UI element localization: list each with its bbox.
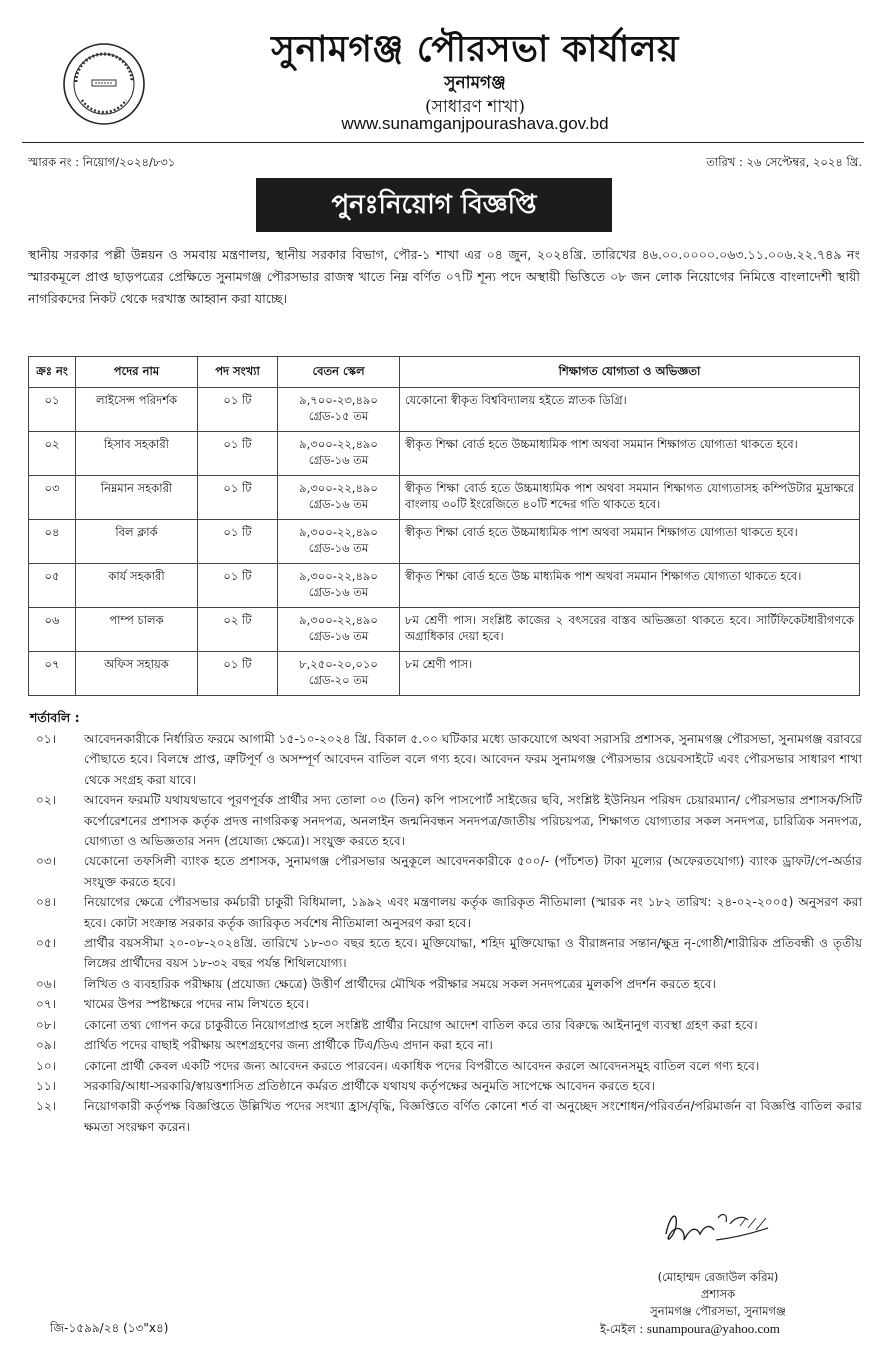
- cell-qualification: স্বীকৃত শিক্ষা বোর্ড হতে উচ্চমাধ্যমিক পাশ অথবা সমমান শিক্ষাগত যোগ্যতা থাকতে হবে।: [400, 520, 860, 564]
- cell-post-name: পাম্প চালক: [76, 608, 198, 652]
- condition-text: সরকারি/আধা-সরকারি/স্বায়ত্তশাসিত প্রতিষ্ঠানে কর্মরত প্রার্থীকে যথাযথ কর্তৃপক্ষের অনুমতি সাপেক্ষে আবেদন করতে হবে।: [84, 1078, 655, 1093]
- pay-grade: গ্রেড-১৬ তম: [308, 453, 369, 467]
- cell-qualification: ৮ম শ্রেণী পাস। সংশ্লিষ্ট কাজের ২ বৎসরের বাস্তব অভিজ্ঞতা থাকতে হবে। সার্টিফিকেটধারীগণকে অগ্রাধিকার দেয়া হবে।: [400, 608, 860, 652]
- cell-pay-scale: [278, 608, 400, 652]
- pay-scale-range: ৯,৩০০-২২,৪৯০: [299, 437, 378, 451]
- cell-serial: ০১: [29, 388, 76, 432]
- condition-item: [28, 1076, 862, 1096]
- cell-post-count: ০১ টি: [198, 388, 278, 432]
- table-row: [29, 520, 860, 564]
- cell-post-count: ০১ টি: [198, 432, 278, 476]
- cell-post-count: ০১ টি: [198, 652, 278, 696]
- cell-post-name: হিসাব সহকারী: [76, 432, 198, 476]
- cell-serial: ০৬: [29, 608, 76, 652]
- condition-number: ০৭।: [36, 997, 57, 1012]
- pay-scale-range: ৯,৩০০-২২,৪৯০: [299, 525, 378, 539]
- cell-pay-scale: [278, 520, 400, 564]
- email-address[interactable]: sunampoura@yahoo.com: [646, 1321, 780, 1336]
- cell-post-name: অফিস সহায়ক: [76, 652, 198, 696]
- cell-serial: ০৫: [29, 564, 76, 608]
- pay-scale-range: ৯,৩০০-২২,৪৯০: [299, 481, 378, 495]
- condition-item: [28, 1096, 862, 1137]
- condition-number: ০৩।: [36, 854, 57, 869]
- cell-qualification: স্বীকৃত শিক্ষা বোর্ড হতে উচ্চমাধ্যমিক পাশ অথবা সমমান শিক্ষাগত যোগ্যতাসহ কম্পিউটার মুদ্রাক্ষরে বাংলায় ৩০টি ইংরেজিতে ৪০টি শব্দের গতি থাকতে হবে।: [400, 476, 860, 520]
- table-row: [29, 608, 860, 652]
- condition-number: ০৮।: [36, 1017, 57, 1032]
- condition-item: [28, 851, 862, 892]
- memo-number: স্মারক নং : নিয়োগ/২০২৪/৮৩১: [28, 155, 176, 169]
- table-row: [29, 652, 860, 696]
- col-post-count: পদ সংখ্যা: [198, 357, 278, 388]
- cell-post-name: নিম্নমান সহকারী: [76, 476, 198, 520]
- condition-item: [28, 892, 862, 933]
- condition-text: লিখিত ও ব্যবহারিক পরীক্ষায় (প্রযোজ্য ক্ষেত্রে) উত্তীর্ণ প্রার্থীদের মৌখিক পরীক্ষার সময়ে সকল সনদপত্রের মুলকপি প্রদর্শন করতে হবে।: [84, 976, 716, 991]
- table-header-row: [29, 357, 860, 388]
- pay-scale-range: ৮,২৫০-২০,০১০: [299, 657, 378, 671]
- condition-text: যেকোনো তফসিলী ব্যাংক হতে প্রশাসক, সুনামগঞ্জ পৌরসভার অনুকূলে আবেদনকারীকে ৫০০/- (পাঁচশত) টাকা মূল্যের (অফেরতযোগ্য) ব্যাংক ড্রাফট/পে-অর্ডার সংযুক্ত করতে হবে।: [84, 854, 862, 889]
- cell-qualification: স্বীকৃত শিক্ষা বোর্ড হতে উচ্চমাধ্যমিক পাশ অথবা সমমান শিক্ষাগত যোগ্যতা থাকতে হবে।: [400, 432, 860, 476]
- col-pay-scale: বেতন স্কেল: [278, 357, 400, 388]
- condition-text: প্রার্থীর বয়সসীমা ২০-০৮-২০২৪খ্রি. তারিখে ১৮-৩০ বছর হতে হবে। মুক্তিযোদ্ধা, শহিদ মুক্তিযোদ্ধা ও বীরাঙ্গনার সন্তান/ক্ষুদ্র নৃ-গোষ্ঠী/শারীরিক প্রতিবন্ধী ও তৃতীয় লিঙ্গের প্রার্থীদের বয়স ১৮-৩২ বছর পর্যন্ত শিথিলযোগ্য।: [84, 936, 862, 971]
- signatory-email-line: [600, 1321, 780, 1340]
- pay-grade: গ্রেড-১৬ তম: [308, 497, 369, 511]
- pay-scale-range: ৯,৩০০-২২,৪৯০: [299, 569, 378, 583]
- condition-number: ০২।: [36, 793, 57, 808]
- condition-text: নিয়োগকারী কর্তৃপক্ষ বিজ্ঞপ্তিতে উল্লিখিত পদের সংখ্যা হ্রাস/বৃদ্ধি, বিজ্ঞপ্তিতে বর্ণিত কোনো শর্ত বা অনুচ্ছেদ সংশোধন/পরিবর্তন/পরিমার্জন বা বিজ্ঞপ্তি বাতিল করার ক্ষমতা সংরক্ষণ করেন।: [84, 1099, 862, 1134]
- condition-number: ০৪।: [36, 895, 57, 910]
- condition-item: [28, 1015, 862, 1035]
- cell-post-name: বিল ক্লার্ক: [76, 520, 198, 564]
- reference-code: জি-১৫৯৯/২৪ (১৩"x৪): [50, 1321, 169, 1335]
- table-row: [29, 564, 860, 608]
- condition-text: কোনো প্রার্থী কেবল একটি পদের জন্য আবেদন করতে পারবেন। একাধিক পদের বিপরীতে আবেদন করলে আবেদনসমুহ বাতিল বলে গণ্য হবে।: [84, 1058, 760, 1073]
- cell-pay-scale: [278, 432, 400, 476]
- cell-post-count: ০১ টি: [198, 476, 278, 520]
- pay-scale-range: ৯,৭০০-২৩,৪৯০: [299, 393, 378, 407]
- intro-paragraph: স্থানীয় সরকার পল্লী উন্নয়ন ও সমবায় মন্ত্রণালয়, স্থানীয় সরকার বিভাগ, পৌর-১ শাখা এর ০৪ জুন, ২০২৪খ্রি. তারিখের ৪৬.০০.০০০০.০৬৩.১১.০০৬.২২.৭৪৯ নং স্মারকমূলে প্রাপ্ত ছাড়পত্রের প্রেক্ষিতে সুনামগঞ্জ পৌরসভার রাজস্ব খাতে নিম্ন বর্ণিত ০৭টি শূন্য পদে অস্থায়ী ভিত্তিতে ০৮ জন লোক নিয়োগের নিমিত্তে বাংলাদেশী স্থায়ী নাগরিকদের নিকট থেকে দরখাস্ত আহ্বান করা যাচ্ছে।: [28, 247, 860, 306]
- pay-grade: গ্রেড-১৬ তম: [308, 629, 369, 643]
- condition-number: ০১।: [36, 732, 57, 746]
- condition-text: আবেদন ফরমটি যথাযথভাবে পূরণপূর্বক প্রার্থীর সদ্য তোলা ০৩ (তিন) কপি পাসপোর্ট সাইজের ছবি, সংশ্লিষ্ট ইউনিয়ন পরিষদ চেয়ারম্যান/ পৌরসভার প্রশাসক/সিটি কর্পোরেশনের প্রশাসক কর্তৃক প্রদত্ত নাগরিকত্ব সনদপত্র, অনলাইন জন্মনিবন্ধন সনদপত্র/জাতীয় পরিচয়পত্র, শিক্ষাগত যোগ্যতার সকল সনদপত্র, চারিত্রিক সনদপত্র, যোগ্যতা ও অভিজ্ঞতার সনদ (প্রযোজ্য ক্ষেত্রে)। সংযুক্ত করতে হবে।: [84, 793, 862, 849]
- condition-item: [28, 933, 862, 974]
- conditions-list: [28, 729, 862, 1137]
- cell-serial: ০৭: [29, 652, 76, 696]
- cell-post-name: লাইসেন্স পরিদর্শক: [76, 388, 198, 432]
- posts-table: [28, 356, 860, 696]
- condition-text: কোনো তথ্য গোপন করে চাকুরীতে নিয়োগপ্রাপ্ত হলে সংশ্লিষ্ট প্রার্থীর নিয়োগ আদেশ বাতিল করে তার বিরুদ্ধে আইনানুগ ব্যবস্থা গ্রহণ করা হবে।: [84, 1017, 758, 1032]
- col-post-name: পদের নাম: [76, 357, 198, 388]
- cell-qualification: যেকোনো স্বীকৃত বিশ্ববিদ্যালয় হইতে স্নাতক ডিগ্রি।: [400, 388, 860, 432]
- table-row: [29, 388, 860, 432]
- pay-grade: গ্রেড-১৬ তম: [308, 541, 369, 555]
- condition-text: প্রার্থিত পদের বাছাই পরীক্ষায় অংশগ্রহণের জন্য প্রার্থীকে টিএ/ডিএ প্রদান করা হবে না।: [84, 1038, 493, 1053]
- table-row: [29, 476, 860, 520]
- cell-post-name: কার্য সহকারী: [76, 564, 198, 608]
- table-row: [29, 432, 860, 476]
- cell-post-count: ০১ টি: [198, 564, 278, 608]
- cell-pay-scale: [278, 388, 400, 432]
- office-city: সুনামগঞ্জ: [444, 73, 506, 93]
- cell-pay-scale: [278, 564, 400, 608]
- condition-text: খামের উপর স্পষ্টাক্ষরে পদের নাম লিখতে হবে।: [84, 997, 309, 1012]
- notice-banner: পুনঃনিয়োগ বিজ্ঞপ্তি: [256, 178, 612, 232]
- header-divider: [22, 142, 864, 143]
- cell-serial: ০৩: [29, 476, 76, 520]
- condition-item: [28, 1056, 862, 1076]
- cell-pay-scale: [278, 652, 400, 696]
- signatory-office: সুনামগঞ্জ পৌরসভা, সুনামগঞ্জ: [650, 1304, 786, 1318]
- cell-qualification: ৮ম শ্রেণী পাস।: [400, 652, 860, 696]
- office-website[interactable]: www.sunamganjpourashava.gov.bd: [341, 114, 609, 133]
- condition-text: নিয়োগের ক্ষেত্রে পৌরসভার কর্মচারী চাকুরী বিধিমালা, ১৯৯২ এবং মন্ত্রণালয় কর্তৃক জারিকৃত নীতিমালা (স্মারক নং ১৮২ তারিখ: ২৪-০২-২০০৫) অনুসরণ করা হবে। কোটা সংক্রান্ত সরকার কর্তৃক জারিকৃত সর্বশেষ নীতিমালা অনুসরণ করা হবে।: [84, 895, 862, 930]
- condition-number: ১০।: [36, 1058, 57, 1073]
- pay-grade: গ্রেড-২০ তম: [308, 673, 369, 687]
- condition-number: ০৯।: [36, 1038, 57, 1053]
- pay-scale-range: ৯,৩০০-২২,৪৯০: [299, 613, 378, 627]
- cell-serial: ০২: [29, 432, 76, 476]
- condition-number: ১১।: [36, 1078, 57, 1093]
- email-label: ই-মেইল :: [600, 1322, 644, 1336]
- cell-pay-scale: [278, 476, 400, 520]
- col-qualification: শিক্ষাগত যোগ্যতা ও অভিজ্ঞতা: [400, 357, 860, 388]
- condition-item: [28, 790, 862, 851]
- condition-number: ১২।: [36, 1099, 57, 1114]
- condition-item: [28, 1035, 862, 1055]
- notice-date: তারিখ : ২৬ সেপ্টেম্বর, ২০২৪ খ্রি.: [706, 155, 862, 169]
- signature-icon: [656, 1204, 776, 1252]
- office-title: সুনামগঞ্জ পৌরসভা কার্যালয়: [271, 28, 679, 70]
- col-serial: ক্রঃ নং: [29, 357, 76, 388]
- condition-text: আবেদনকারীকে নির্ধারিত ফরমে আগামী ১৫-১০-২০২৪ খ্রি. বিকাল ৫.০০ ঘটিকার মধ্যে ডাকযোগে অথবা সরাসরি প্রশাসক, সুনামগঞ্জ পৌরসভা, সুনামগঞ্জ বরাবরে পৌছাতে হবে। বিলম্বে প্রাপ্ত, ত্রুটিপূর্ণ ও অসম্পূর্ণ আবেদন বাতিল বলে গণ্য হবে। আবেদন ফরম সুনামগঞ্জ পৌরসভার ওয়েবসাইটে এবং পৌরসভার সাধারণ শাখা থেকে সংগ্রহ করা যাবে।: [84, 732, 862, 787]
- cell-post-count: ০২ টি: [198, 608, 278, 652]
- conditions-title: শর্তাবলি :: [30, 710, 80, 725]
- cell-qualification: স্বীকৃত শিক্ষা বোর্ড হতে উচ্চ মাধ্যমিক পাশ অথবা সমমান শিক্ষাগত যোগ্যতা থাকতে হবে।: [400, 564, 860, 608]
- cell-post-count: ০১ টি: [198, 520, 278, 564]
- pay-grade: গ্রেড-১৬ তম: [308, 585, 369, 599]
- signatory-name: (মোহাম্মদ রেজাউল করিম): [657, 1270, 779, 1284]
- condition-item: [28, 729, 862, 790]
- municipality-seal-icon: [62, 42, 146, 126]
- pay-grade: গ্রেড-১৫ তম: [308, 409, 369, 423]
- condition-number: ০৫।: [36, 936, 57, 951]
- condition-item: [28, 974, 862, 994]
- office-branch: (সাধারণ শাখা): [425, 97, 525, 117]
- cell-serial: ০৪: [29, 520, 76, 564]
- condition-item: [28, 994, 862, 1014]
- condition-number: ০৬।: [36, 976, 57, 991]
- signatory-title: প্রশাসক: [700, 1287, 736, 1301]
